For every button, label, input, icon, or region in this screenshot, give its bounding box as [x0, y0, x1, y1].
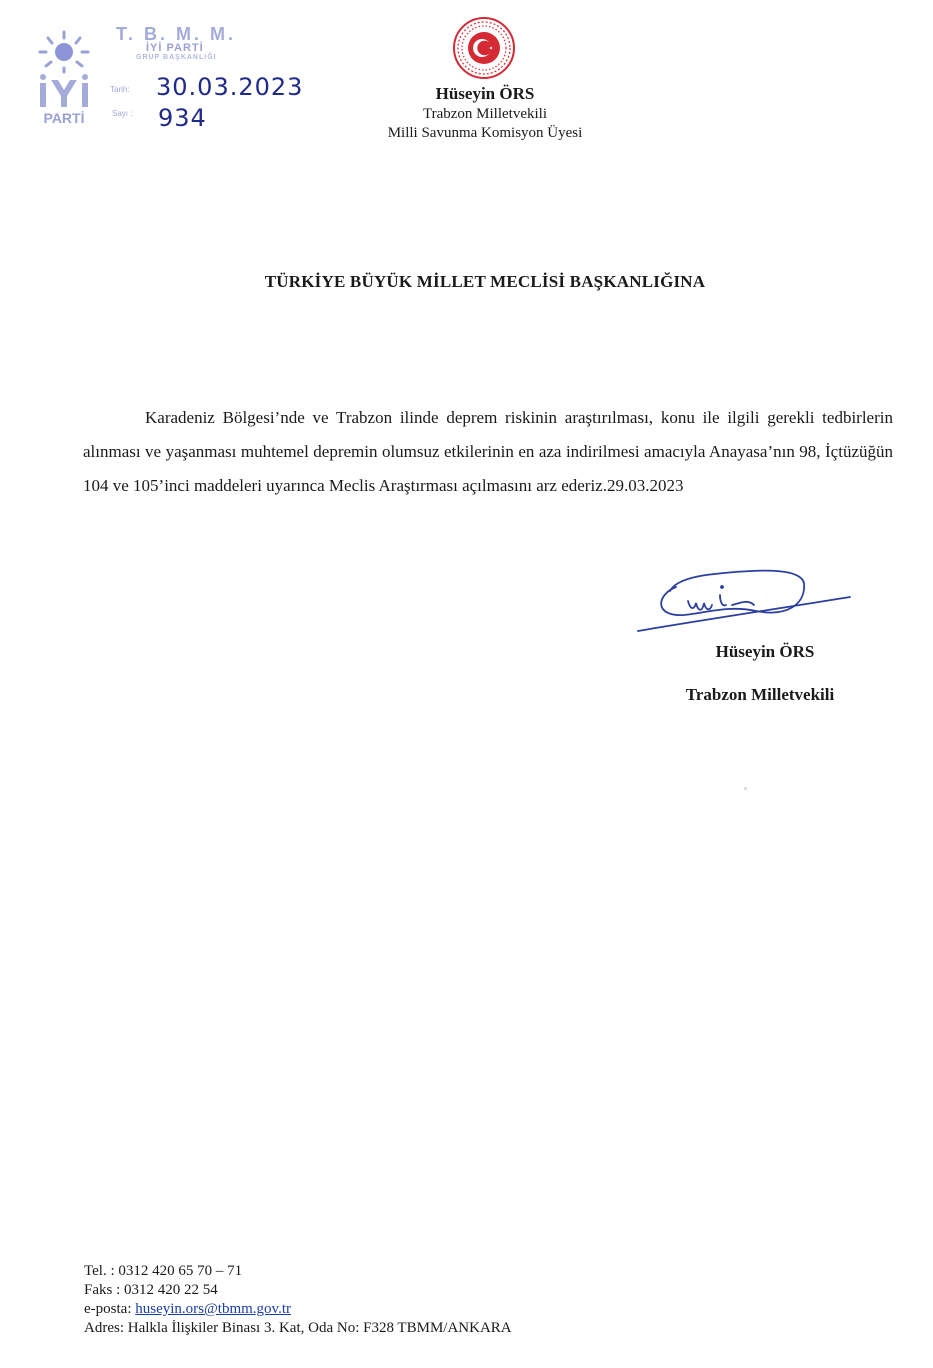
header-committee: Milli Savunma Komisyon Üyesi: [387, 125, 583, 141]
tbmm-emblem-icon: [453, 17, 515, 79]
footer-email-label: e-posta:: [84, 1301, 136, 1317]
svg-text:PARTİ: PARTİ: [43, 110, 85, 126]
footer-phone: Tel. : 0312 420 65 70 – 71: [84, 1263, 243, 1279]
footer-fax: Faks : 0312 420 22 54: [84, 1282, 218, 1298]
stamp-number-value: 934: [158, 104, 207, 132]
footer-email-link[interactable]: huseyin.ors@tbmm.gov.tr: [135, 1301, 291, 1317]
footer-address: Adres: Halkla İlişkiler Binası 3. Kat, Oda No: F328 TBMM/ANKARA: [84, 1320, 512, 1336]
stamp-tbmm-text: T. B. M. M.: [116, 24, 236, 44]
stamp-group-text: GRUP BAŞKANLIĞI: [136, 54, 217, 61]
signatory-name: Hüseyin ÖRS: [715, 642, 815, 661]
scan-speck: [744, 787, 747, 790]
stamp-date-label: Tarih:: [110, 85, 130, 94]
contact-footer: [84, 1262, 512, 1338]
stamp-number-label: Sayı :: [112, 109, 133, 118]
handwritten-signature-icon: [636, 565, 852, 635]
body-paragraph: Karadeniz Bölgesi’nde ve Trabzon ilinde deprem riskinin araştırılması, konu ile ilgili gerekli tedbirlerin alınması ve yaşanması muhtemel depremin olumsuz etkilerinin en aza indirilmesi amacıyla Anayasa’nın 98, İçtüzüğün 104 ve 105’inci maddeleri uyarınca Meclis Araştırması açılmasını arz ederiz.29.03.2023: [83, 408, 893, 495]
header-role: Trabzon Milletvekili: [422, 106, 548, 122]
footer-email-row: [84, 1300, 512, 1319]
stamp-date-value: 30.03.2023: [156, 73, 304, 101]
signatory-title: Trabzon Milletvekili: [685, 685, 835, 704]
stamp-party-text: İYİ PARTİ: [146, 42, 204, 54]
document-body: [83, 401, 893, 503]
header-name: Hüseyin ÖRS: [435, 84, 535, 103]
document-title: TÜRKİYE BÜYÜK MİLLET MECLİSİ BAŞKANLIĞINA: [264, 272, 706, 291]
iyi-party-sun-logo-icon: [34, 28, 94, 128]
party-stamp: [34, 24, 304, 134]
